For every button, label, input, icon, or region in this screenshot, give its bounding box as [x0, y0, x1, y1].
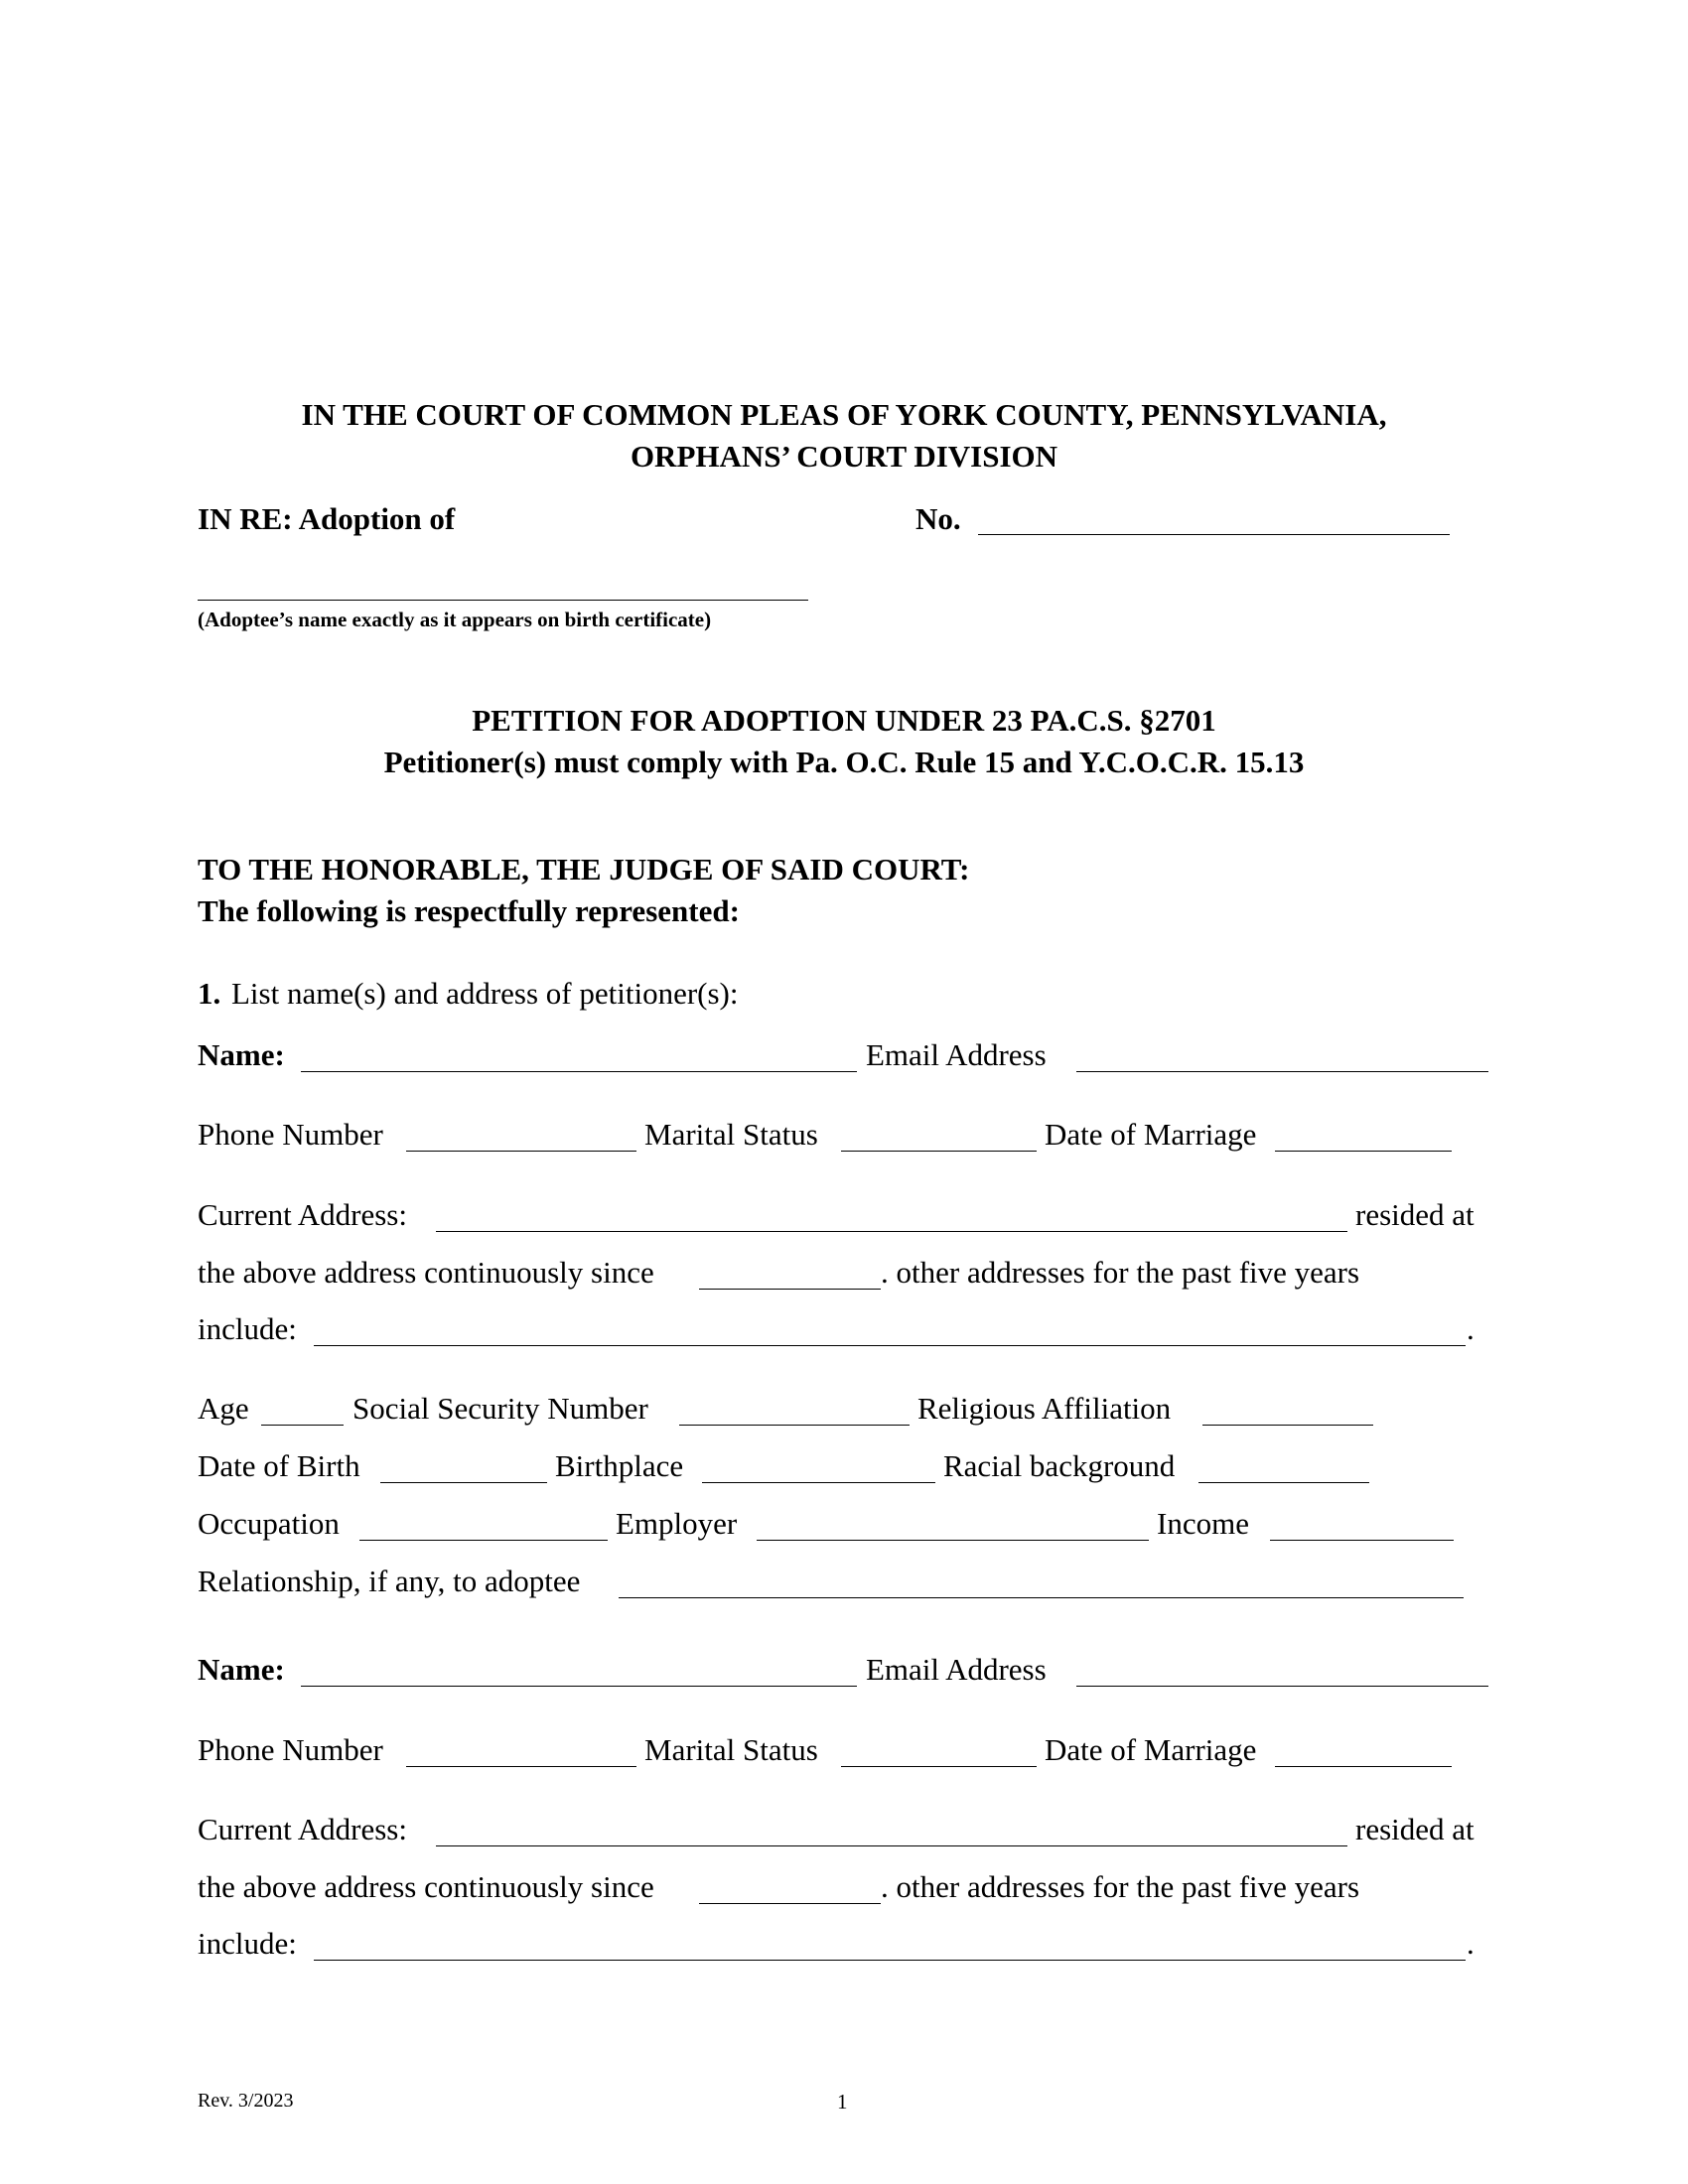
- phone-label: Phone Number: [198, 1117, 383, 1152]
- petitioner-1-phone-field[interactable]: [406, 1117, 636, 1152]
- since-label: the above address continuously since: [198, 1869, 654, 1904]
- case-number-label: No.: [915, 501, 961, 536]
- ssn-label: Social Security Number: [352, 1391, 648, 1426]
- petitioner-1-since-field[interactable]: [699, 1255, 881, 1290]
- petitioner-1-relationship-field[interactable]: [619, 1564, 1464, 1598]
- employer-label: Employer: [616, 1506, 738, 1541]
- section-1-text: List name(s) and address of petitioner(s):: [231, 976, 739, 1011]
- section-1-number: 1.: [198, 976, 221, 1011]
- resided-at-label: resided at: [1355, 1812, 1475, 1846]
- petitioner-1-dob-field[interactable]: [380, 1448, 547, 1483]
- petitioner-1-employer-field[interactable]: [757, 1506, 1149, 1541]
- revision-label: Rev. 3/2023: [198, 2090, 294, 2112]
- petitioner-2-include-row: [198, 1926, 1490, 1966]
- petitioner-2-marriage-date-field[interactable]: [1275, 1732, 1452, 1767]
- salutation-line1: TO THE HONORABLE, THE JUDGE OF SAID COURT:: [198, 852, 970, 887]
- petitioner-1-income-field[interactable]: [1270, 1506, 1454, 1541]
- petitioner-1-age-row: [198, 1391, 1490, 1431]
- petitioner-2-address-field[interactable]: [436, 1812, 1347, 1846]
- petitioner-2-phone-field[interactable]: [406, 1732, 636, 1767]
- petitioner-2-name-field[interactable]: [301, 1652, 857, 1687]
- petitioner-1-phone-row: [198, 1117, 1490, 1157]
- dob-label: Date of Birth: [198, 1448, 360, 1483]
- marital-status-label: Marital Status: [644, 1117, 818, 1152]
- petitioner-1-since-row: [198, 1255, 1490, 1295]
- petitioner-1-occupation-field[interactable]: [359, 1506, 608, 1541]
- religious-label: Religious Affiliation: [917, 1391, 1172, 1426]
- petitioner-1-dob-row: [198, 1448, 1490, 1488]
- period: .: [1467, 1311, 1475, 1346]
- income-label: Income: [1157, 1506, 1249, 1541]
- birthplace-label: Birthplace: [555, 1448, 684, 1483]
- other-addresses-label: . other addresses for the past five years: [881, 1255, 1360, 1290]
- relationship-label: Relationship, if any, to adoptee: [198, 1564, 581, 1598]
- case-number-field[interactable]: [978, 500, 1450, 535]
- court-heading-line1: IN THE COURT OF COMMON PLEAS OF YORK COUNTY, PENNSYLVANIA,: [301, 397, 1387, 432]
- in-re-label: IN RE: Adoption of: [198, 501, 456, 536]
- petition-subtitle: Petitioner(s) must comply with Pa. O.C. Rule 15 and Y.C.O.C.R. 15.13: [383, 745, 1305, 779]
- phone-label: Phone Number: [198, 1732, 383, 1767]
- since-label: the above address continuously since: [198, 1255, 654, 1290]
- marriage-date-label: Date of Marriage: [1045, 1117, 1257, 1152]
- current-address-label: Current Address:: [198, 1812, 407, 1846]
- current-address-label: Current Address:: [198, 1197, 407, 1232]
- petitioner-1-relationship-row: [198, 1564, 1490, 1603]
- petitioner-1-email-field[interactable]: [1076, 1037, 1488, 1072]
- resided-at-label: resided at: [1355, 1197, 1475, 1232]
- period: .: [1467, 1926, 1475, 1961]
- section-1-heading: [198, 976, 1488, 1016]
- marriage-date-label: Date of Marriage: [1045, 1732, 1257, 1767]
- petitioner-1-marital-status-field[interactable]: [841, 1117, 1037, 1152]
- occupation-label: Occupation: [198, 1506, 340, 1541]
- petitioner-1-ssn-field[interactable]: [679, 1391, 910, 1426]
- petitioner-2-since-field[interactable]: [699, 1869, 881, 1904]
- petitioner-2-phone-row: [198, 1732, 1490, 1772]
- include-label: include:: [198, 1926, 297, 1961]
- petitioner-2-email-field[interactable]: [1076, 1652, 1488, 1687]
- petitioner-1-name-field[interactable]: [301, 1037, 857, 1072]
- salutation-line2: The following is respectfully represented:: [198, 893, 740, 928]
- adoptee-name-field[interactable]: [198, 566, 808, 601]
- court-heading-line2: ORPHANS’ COURT DIVISION: [630, 439, 1058, 474]
- marital-status-label: Marital Status: [644, 1732, 818, 1767]
- petitioner-1-age-field[interactable]: [261, 1391, 344, 1426]
- include-label: include:: [198, 1311, 297, 1346]
- page-number: 1: [837, 2090, 848, 2114]
- petitioner-1-marriage-date-field[interactable]: [1275, 1117, 1452, 1152]
- age-label: Age: [198, 1391, 249, 1426]
- petitioner-2-address-row: [198, 1812, 1490, 1851]
- petitioner-2-other-addresses-field[interactable]: [314, 1926, 1466, 1961]
- petitioner-2-since-row: [198, 1869, 1490, 1909]
- petitioner-1-name-row: [198, 1037, 1490, 1077]
- email-label: Email Address: [866, 1652, 1047, 1687]
- other-addresses-label: . other addresses for the past five years: [881, 1869, 1360, 1904]
- petitioner-1-birthplace-field[interactable]: [702, 1448, 935, 1483]
- name-label: Name:: [198, 1652, 285, 1687]
- petitioner-2-marital-status-field[interactable]: [841, 1732, 1037, 1767]
- petitioner-1-occupation-row: [198, 1506, 1490, 1546]
- petitioner-1-religious-field[interactable]: [1202, 1391, 1373, 1426]
- email-label: Email Address: [866, 1037, 1047, 1072]
- petitioner-1-address-field[interactable]: [436, 1197, 1347, 1232]
- petitioner-1-other-addresses-field[interactable]: [314, 1311, 1466, 1346]
- petitioner-1-address-row: [198, 1197, 1490, 1237]
- name-label: Name:: [198, 1037, 285, 1072]
- racial-label: Racial background: [943, 1448, 1176, 1483]
- petitioner-1-racial-field[interactable]: [1198, 1448, 1369, 1483]
- petition-title: PETITION FOR ADOPTION UNDER 23 PA.C.S. §2701: [472, 703, 1216, 738]
- petitioner-1-include-row: [198, 1311, 1490, 1351]
- petitioner-2-name-row: [198, 1652, 1490, 1692]
- adoptee-name-caption: (Adoptee’s name exactly as it appears on birth certificate): [198, 608, 712, 631]
